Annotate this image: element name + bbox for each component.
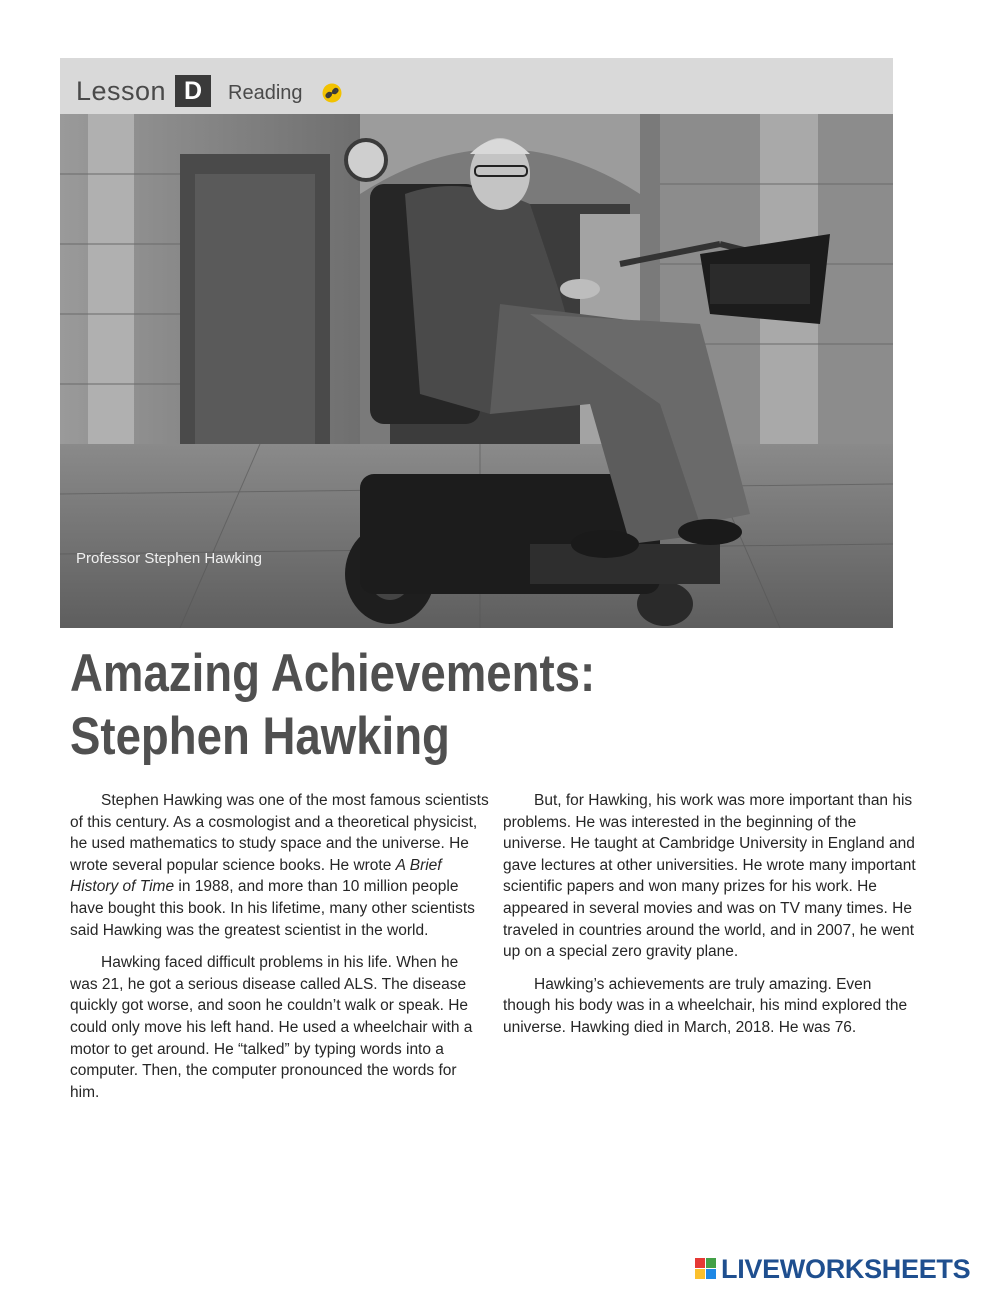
lesson-header [60, 58, 893, 114]
paragraph-4: Hawking’s achievements are truly amazing. Even though his body was in a wheelchair, his mind explored the universe. Hawking died in March, 2018. He was 76. [503, 975, 908, 1036]
hawking-photo [60, 114, 893, 628]
title-line-2: Stephen Hawking [70, 707, 450, 766]
paragraph-2: Hawking faced difficult problems in his life. When he was 21, he got a serious disease called ALS. The disease quickly got worse, and soon he couldn’t walk or speak. He could only move his left hand. He used a wheelchair with a motor to get around. He “talked” by typing words into a computer. Then, the computer pronounced the words for him. [70, 954, 473, 1101]
lesson-label: Lesson [76, 76, 167, 106]
lesson-letter-badge: D [175, 75, 211, 107]
title-line-1: Amazing Achievements: [70, 644, 596, 703]
logo-text: LIVEWORKSHEETS [721, 1254, 971, 1284]
paragraph-3: But, for Hawking, his work was more important than his problems. He was interested in the beginning of the universe. He taught at Cambridge University in England and gave lectures at other universities. He wrote many important scientific papers and won many prizes for his work. He appeared in several movies and was on TV many times. He traveled in countries around the world, and in 2007, he went up on a special zero gravity plane. [503, 792, 916, 961]
article-column-right [503, 790, 923, 1050]
article-title [70, 642, 810, 768]
article-column-left [70, 790, 490, 1114]
link-icon[interactable] [322, 83, 342, 103]
logo-mark-icon [695, 1258, 717, 1280]
paragraph-1: Stephen Hawking was one of the most famous scientists of this century. As a cosmologist and a theoretical physicist, he used mathematics to study space and the universe. He wrote several popular science books. He wrote A Brief History of Time in 1988, and more than 10 million people have bought this book. In his lifetime, many other scientists said Hawking was the greatest scientist in the world. [70, 792, 489, 939]
book-title: A Brief History of Time [70, 856, 442, 896]
photo-caption: Professor Stephen Hawking [76, 550, 262, 567]
section-label: Reading [228, 82, 303, 104]
